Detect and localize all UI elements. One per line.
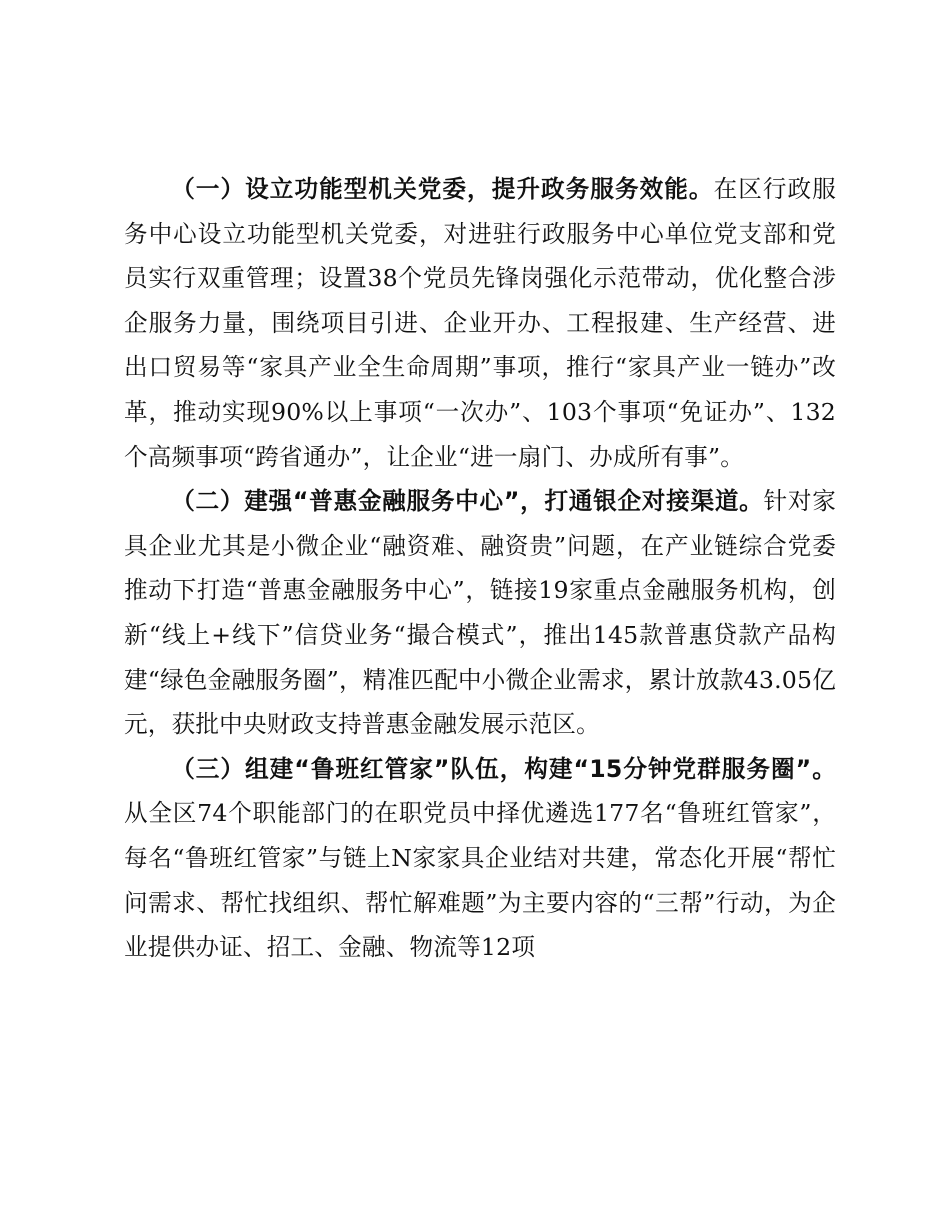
paragraph-1 [124, 167, 836, 479]
document-body [124, 167, 836, 970]
paragraph-3-heading: （三）组建“鲁班红管家”队伍，构建“15分钟党群服务圈”。 [171, 754, 836, 783]
paragraph-1-heading: （一）设立功能型机关党委，提升政务服务效能。 [171, 175, 714, 203]
paragraph-3 [124, 747, 836, 970]
paragraph-3-text: 从全区74个职能部门的在职党员中择优遴选177名“鲁班红管家”，每名“鲁班红管家”与链上N家家具企业结对共建，常态化开展“帮忙问需求、帮忙找组织、帮忙解难题”为主要内容的“三帮”行动，为企业提供办证、招工、金融、物流等12项 [124, 799, 836, 962]
paragraph-2-heading: （二）建强“普惠金融服务中心”，打通银企对接渠道。 [171, 487, 764, 516]
paragraph-2 [124, 479, 836, 747]
paragraph-1-text: 在区行政服务中心设立功能型机关党委，对进驻行政服务中心单位党支部和党员实行双重管理；设置38个党员先锋岗强化示范带动，优化整合涉企服务力量，围绕项目引进、企业开办、工程报建、生产经营、进出口贸易等“家具产业全生命周期”事项，推行“家具产业一链办”改革，推动实现90%以上事项“一次办”、103个事项“免证办”、132个高频事项“跨省通办”，让企业“进一扇门、办成所有事”。 [124, 175, 837, 471]
paragraph-2-text: 针对家具企业尤其是小微企业“融资难、融资贵”问题，在产业链综合党委推动下打造“普惠金融服务中心”，链接19家重点金融服务机构，创新“线上+线下”信贷业务“撮合模式”，推出145款普惠贷款产品构建“绿色金融服务圈”，精准匹配中小微企业需求，累计放款43.05亿元，获批中央财政支持普惠金融发展示范区。 [124, 487, 836, 739]
